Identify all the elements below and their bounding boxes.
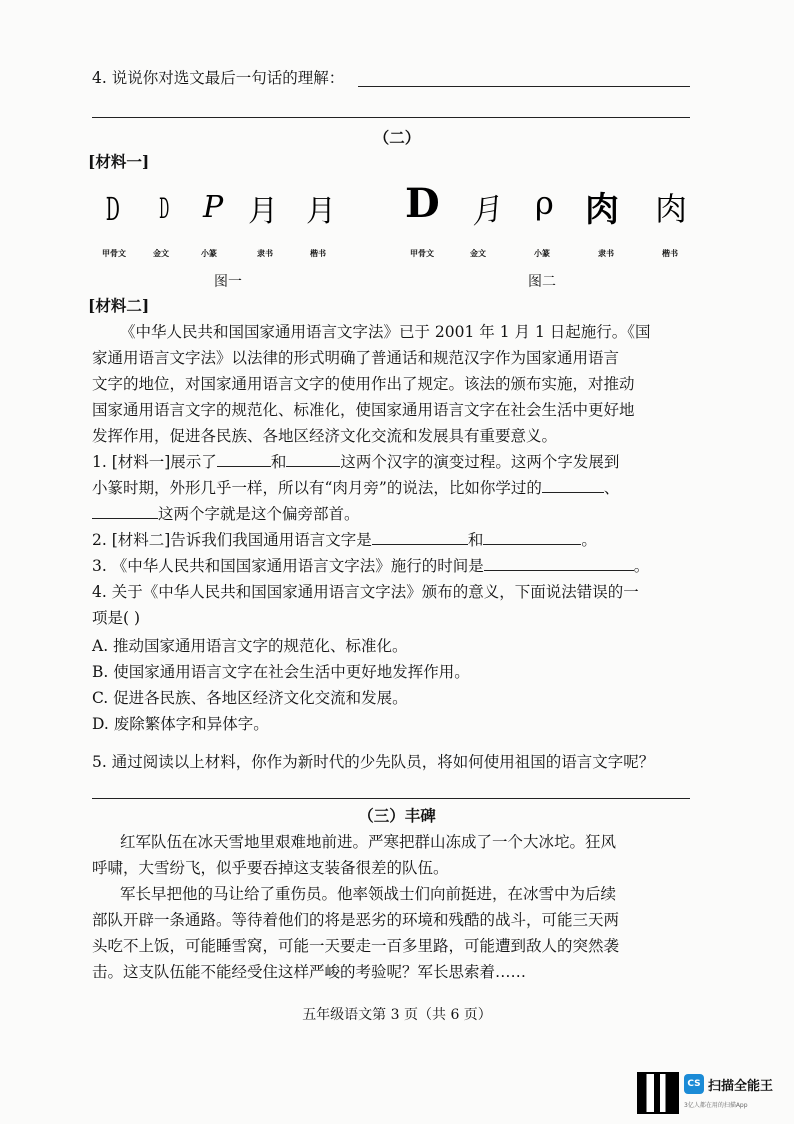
page-footer: 五年级语文第 3 页（共 6 页） [302, 1007, 492, 1023]
question-4-top [92, 68, 344, 88]
scanner-brand: 扫描全能王 [708, 1079, 774, 1094]
section-2-title: （二） [373, 128, 421, 147]
answer-line [358, 86, 690, 87]
glyph-clerical-moon: 月 [248, 194, 278, 229]
question-text: 2. [材料二]告诉我们我国通用语言文字是 [92, 531, 372, 549]
question-4-top-text: 4. 说说你对选文最后一句话的理解： [92, 69, 345, 87]
caption-clerical: 隶书 [257, 249, 273, 258]
answer-blank[interactable] [483, 530, 581, 545]
material-2-label: [材料二] [88, 296, 150, 315]
answer-blank[interactable] [484, 556, 634, 571]
caption-regular: 楷书 [310, 249, 326, 258]
caption-oracle: 甲骨文 [410, 249, 434, 258]
caption-regular: 楷书 [662, 249, 678, 258]
section-3-title: （三）丰碑 [358, 806, 436, 825]
material-2-line: 《中华人民共和国国家通用语言文字法》已于 2001 年 1 月 1 日起施行。《国 [120, 323, 651, 341]
answer-line [92, 117, 690, 118]
question-text: 3. 《中华人民共和国国家通用语言文字法》施行的时间是 [92, 557, 484, 575]
glyph-oracle-moon: D [105, 190, 120, 228]
option-c: C. 促进各民族、各地区经济文化交流和发展。 [92, 689, 408, 707]
passage-line: 呼啸，大雪纷飞，似乎要吞掉这支装备很差的队伍。 [92, 859, 449, 877]
glyph-clerical-meat: 肉 [585, 190, 619, 230]
glyph-bronze-moon: D [159, 192, 170, 225]
glyph-seal-meat: ρ [535, 184, 554, 222]
option-b: B. 使国家通用语言文字在社会生活中更好地发挥作用。 [92, 663, 470, 681]
passage-line: 击。这支队伍能不能经受住这样严峻的考验呢？军长思索着…… [92, 963, 527, 981]
passage-line: 军长早把他的马让给了重伤员。他率领战士们向前挺进，在冰雪中为后续 [120, 885, 617, 903]
question-1 [92, 452, 619, 472]
question-text: 和 [270, 453, 287, 471]
question-text: 1. [材料一]展示了 [92, 453, 217, 471]
question-5: 5. 通过阅读以上材料，你作为新时代的少先队员，将如何使用祖国的语言文字呢？ [92, 753, 655, 771]
passage-line: 部队开辟一条通路。等待着他们的将是恶劣的环境和残酷的战斗，可能三天两 [92, 911, 620, 929]
figure-1-title: 图一 [214, 274, 242, 290]
material-2-line: 发挥作用，促进各民族、各地区经济文化交流和发展具有重要意义。 [92, 427, 558, 445]
question-text: 和 [467, 531, 484, 549]
question-text: 。 [633, 557, 650, 575]
answer-blank[interactable] [372, 530, 468, 545]
answer-blank[interactable] [92, 504, 158, 519]
camscanner-logo-icon: CS [684, 1074, 704, 1094]
answer-blank[interactable] [217, 452, 271, 467]
question-1-line-2 [92, 478, 619, 498]
caption-seal: 小篆 [201, 249, 217, 258]
glyph-oracle-meat: D [405, 180, 440, 227]
question-text: 、 [603, 479, 620, 497]
question-text: 小篆时期，外形几乎一样，所以有“肉月旁”的说法，比如你学过的 [92, 479, 542, 497]
caption-clerical: 隶书 [598, 249, 614, 258]
question-1-line-3 [92, 504, 360, 524]
answer-line [92, 798, 690, 799]
question-text: 这两个汉字的演变过程。这两个字发展到 [340, 453, 620, 471]
glyph-seal-moon: P [203, 190, 224, 225]
glyph-regular-meat: 肉 [655, 190, 688, 228]
answer-blank[interactable] [286, 452, 340, 467]
caption-seal: 小篆 [534, 249, 550, 258]
question-4-line-2: 项是( ) [92, 609, 141, 627]
material-2-line: 家通用语言文字法》以法律的形式明确了普通话和规范汉字作为国家通用语言 [92, 349, 620, 367]
question-text: 。 [581, 531, 597, 549]
material-2-line: 国家通用语言文字的规范化、标准化，使国家通用语言文字在社会生活中更好地 [92, 401, 635, 419]
caption-bronze: 金文 [153, 249, 169, 258]
question-4-line-1: 4. 关于《中华人民共和国国家通用语言文字法》颁布的意义，下面说法错误的一 [92, 583, 639, 601]
glyph-regular-moon: 月 [306, 194, 336, 229]
answer-blank[interactable] [542, 478, 604, 493]
question-text: 这两个字就是这个偏旁部首。 [158, 505, 360, 523]
passage-line: 头吃不上饭，可能睡雪窝，可能一天要走一百多里路，可能遭到敌人的突然袭 [92, 937, 620, 955]
caption-bronze: 金文 [470, 249, 486, 258]
material-1-label: [材料一] [88, 152, 150, 171]
caption-oracle: 甲骨文 [102, 249, 126, 258]
qr-code-icon [637, 1072, 679, 1114]
scanner-tagline: 3亿人都在用的扫描App [684, 1102, 748, 1109]
question-3 [92, 556, 649, 576]
option-d: D. 废除繁体字和异体字。 [92, 715, 269, 733]
passage-line: 红军队伍在冰天雪地里艰难地前进。严寒把群山冻成了一个大冰坨。狂风 [120, 833, 617, 851]
question-2 [92, 530, 597, 550]
figure-2-title: 图二 [528, 274, 556, 290]
option-a: A. 推动国家通用语言文字的规范化、标准化。 [92, 637, 408, 655]
material-2-line: 文字的地位，对国家通用语言文字的使用作出了规定。该法的颁布实施，对推动 [92, 375, 635, 393]
glyph-bronze-meat: 月 [467, 191, 504, 232]
